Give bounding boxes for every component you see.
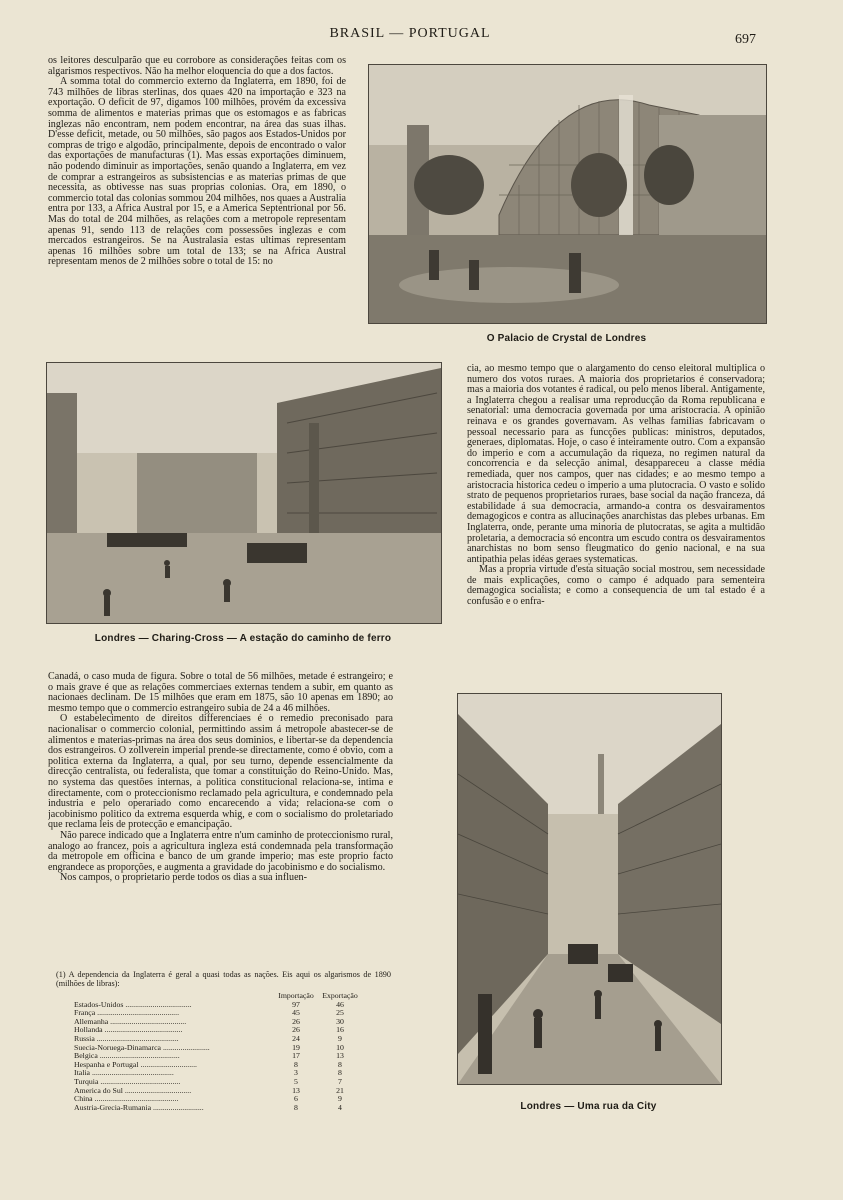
paragraph: Canadá, o caso muda de figura. Sobre o total de 56 milhões, metade é estrangeiro; e o mais grave é que as relações commerciaes externas tendem a subir, em quanto as nacionaes declinam. De 15 milhões que eram em 1875, são 10 apenas em 1890; ao mesmo tempo que o commercio estrangeiro subia de 24 a 46 milhões. [48, 672, 393, 714]
charing-cross-photo [46, 362, 442, 624]
country-cell: Turquia ......................................... [74, 1076, 181, 1086]
country-cell: Hespanha e Portugal ............................. [74, 1059, 197, 1069]
caption-crystal-palace: O Palacio de Crystal de Londres [486, 333, 647, 344]
export-value: 16 [336, 1025, 344, 1035]
country-cell: China ........................................... [74, 1094, 179, 1104]
import-value: 6 [294, 1094, 298, 1104]
city-street-photo [457, 693, 722, 1085]
export-value: 9 [338, 1094, 342, 1104]
country-cell: Suecia-Noruega-Dinamarca ........................ [74, 1042, 210, 1052]
trade-table [74, 992, 362, 1112]
column-header-import: Importação [278, 991, 314, 1000]
import-value: 24 [292, 1033, 300, 1043]
import-value: 19 [292, 1042, 300, 1052]
import-value: 17 [292, 1051, 300, 1061]
crystal-palace-illustration [369, 65, 766, 323]
country-cell: America do Sul .................................. [74, 1085, 192, 1095]
running-title: BRASIL — PORTUGAL [329, 26, 491, 41]
import-value: 45 [292, 1008, 300, 1018]
import-value: 97 [292, 999, 300, 1009]
export-value: 13 [336, 1051, 344, 1061]
paragraph: Nos campos, o proprietario perde todos os dias a sua influen- [60, 872, 307, 884]
import-value: 3 [294, 1068, 298, 1078]
table-row [74, 1104, 362, 1113]
import-value: 8 [294, 1059, 298, 1069]
country-cell: Austria-Grecia-Rumania .......................... [74, 1102, 204, 1112]
country-cell: Allemanha ....................................... [74, 1016, 187, 1026]
crystal-palace-photo [368, 64, 767, 324]
export-value: 8 [338, 1068, 342, 1078]
import-value: 26 [292, 1016, 300, 1026]
column-header-export: Exportação [322, 991, 358, 1000]
export-value: 7 [338, 1076, 342, 1086]
caption-charing-cross: Londres — Charing-Cross — A estação do caminho de ferro [94, 633, 392, 644]
page-header [0, 26, 843, 46]
paragraph: Não parece indicado que a Inglaterra entre n'um caminho de proteccionismo rural, analogo ao francez, pois a agricultura ingleza está condemnada pela transformação da metropole em officina e banco de um grande imperio; mas este proprio facto engrandece as proporções, e augmenta a gravidade do jacobinismo e do socialismo. [48, 829, 393, 873]
export-value: 25 [336, 1008, 344, 1018]
import-value: 5 [294, 1076, 298, 1086]
paragraph: A somma total do commercio externo da Inglaterra, em 1890, foi de 743 milhões de libras sterlinas, dos quaes 420 na importação e 323 na exportação. O deficit de 97, digamos 100 milhões, provém da excessiva somma de alimentos e materias primas que os estomagos e as fabricas inglezas não encontram, nem podem encontrar, na área das suas ilhas. D'esse deficit, metade, ou 50 milhões, são pagos aos Estados-Unidos por compras de trigo e algodão, principalmente, depois de encontrado o valor das exportações de manufacturas (1). Mas essas exportações diminuem, não podendo diminuir as importações, senão quando a Inglaterra, em vez de comprar a estrangeiros as subsistencias e as materias primas de que necessita, as obtivesse nas suas proprias colonias. Ora, em 1890, o commercio total das colonias sommou 204 milhões, nos quaes a Australia entra por 133, a Africa Austral por 15, e a America Septentrional por 56. Mas do total de 204 milhões, as relações com a metropole representam apenas 91, sendo 113 de relações com possessões inglezas e com mercados estrangeiros. Se na Australasia estas ultimas representam apenas 16 milhões sobre um total de 133; se na Africa Austral representam menos de 2 milhões sobre o total de 15: no [48, 76, 346, 268]
country-cell: Belgica ......................................... [74, 1051, 180, 1061]
country-cell: Italia .......................................... [74, 1068, 174, 1078]
import-value: 8 [294, 1102, 298, 1112]
export-value: 10 [336, 1042, 344, 1052]
paragraph: os leitores desculparão que eu corrobore as considerações feitas com os algarismos respectivos. Não ha melhor eloquencia do que a dos factos. [48, 56, 346, 77]
import-value: 26 [292, 1025, 300, 1035]
export-value: 9 [338, 1033, 342, 1043]
export-value: 46 [336, 999, 344, 1009]
footnote [56, 970, 391, 1112]
export-value: 21 [336, 1085, 344, 1095]
paragraph: Mas a propria virtude d'esta situação social mostrou, sem necessidade de mais explicações, como o campo é adquado para sementeira demagogica socialista; e como a consequencia de um tal estado é a confusão e o enfra- [467, 564, 765, 608]
text-column-top-left [48, 56, 346, 341]
export-value: 30 [336, 1016, 344, 1026]
text-column-bottom-left [48, 672, 393, 955]
export-value: 4 [338, 1102, 342, 1112]
country-cell: Estados-Unidos .................................. [74, 999, 192, 1009]
page-number: 697 [735, 32, 756, 47]
import-value: 13 [292, 1085, 300, 1095]
country-cell: Hollanda ........................................ [74, 1025, 183, 1035]
country-cell: Russia .......................................... [74, 1033, 179, 1043]
caption-city-street: Londres — Uma rua da City [520, 1101, 657, 1112]
charing-cross-illustration [47, 363, 441, 623]
city-street-illustration [458, 694, 721, 1084]
paragraph: cia, ao mesmo tempo que o alargamento do censo eleitoral multiplica o numero dos votos ruraes. A maioria dos proprietarios é conservadora; mas a maioria dos votantes é radical, ou pelo menos liberal. Antigamente, a Inglaterra chegou a realisar uma reproducção da Roma republicana e senatorial: uma democracia governada por uma aristocracia. A opinião reinava e os grandes governavam. As velhas familias fabricavam o pessoal necessario para as funcções publicas: ministros, deputados, generaes, diplomatas. Hoje, o caso é inteiramente outro. Com a expansão do imperio e com a accumulação da riqueza, no regimen natural da concorrencia e da selecção animal, desappareceu a classe média remediada, quer nos campos, quer nas cidades; e ao mesmo tempo a aristocracia historica cedeu o imperio a uma plutocracia. O vasto e solido strato de pequenos proprietarios ruraes, base social da nação franceza, dá estabilidade á sua democracia, armando-a contra os desvairamentos demagogicos e contra as allucinações anarchistas das plebes urbanas. Em Inglaterra, onde, perante uma minoria de plutocratas, se agita a multidão proletaria, a democracia só encontra um escudo contra os desvairamentos anarchistas no bom senso fleugmatico do genio nacional, e na sua antipathia pelas idéas geraes systematicas. [467, 364, 765, 565]
text-column-right [467, 364, 765, 668]
paragraph: O estabelecimento de direitos differenciaes é o remedio preconisado para nacionalisar o commercio colonial, permittindo assim á metropole abastecer-se de alimentos e materias-primas na área dos seus dominios, e libertar-se da dependencia dos estrangeiros. O zollverein imperial prende-se directamente, como é obvio, com a politica externa da Inglaterra, a qual, por seu turno, depende essencialmente da direcção centralista, ou federalista, que tomar a constituição do Reino-Unido. Mas, no systema das questões internas, a politica constitucional relaciona-se, intima e directamente, com o proteccionismo reclamado pela agricultura, e condemnado pela industria e pelo operariado como encarecendo a vida; relaciona-se com o jacobinismo politico da extrema esquerda whig, e com o socialismo do proletariado que reclama leis de protecção e emancipação. [48, 713, 393, 831]
export-value: 8 [338, 1059, 342, 1069]
footnote-intro: (1) A dependencia da Inglaterra é geral a quasi todas as nações. Eis aqui os algarismos de 1890 (milhões de libras): [56, 970, 391, 988]
country-cell: França .......................................... [74, 1008, 180, 1018]
